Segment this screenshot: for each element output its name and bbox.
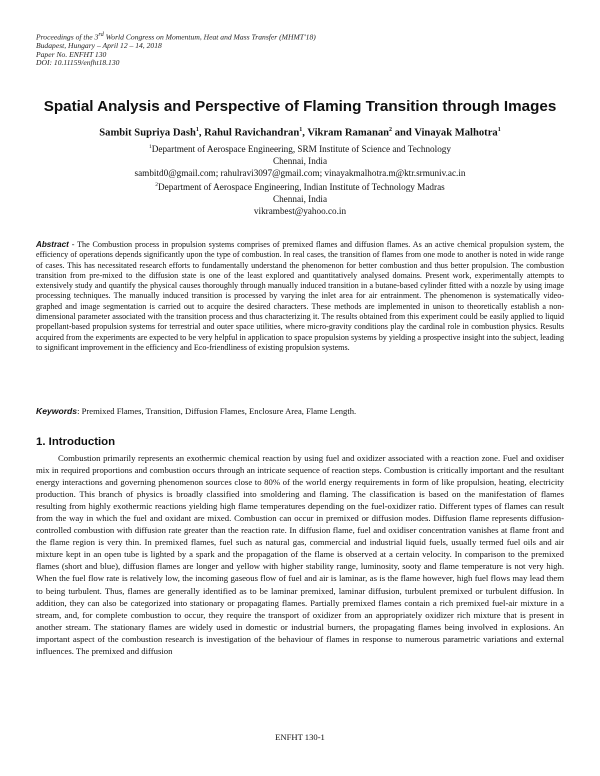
introduction-text: Combustion primarily represents an exothermic chemical reaction by using fuel and oxidizer associated with a reaction zone. Fuel and oxidiser mix in required proportions and combustion occurs through an intricate sequence of reaction steps. Combustion is critically important and the resultant energy interactions and governing phenomenon sources close to 80% of the world energy requirements in form of like propulsion, heating, electricity production. This branch of physics is broadly classified into smoldering and flaming. The classification is based on the manifestation of flames resulting from highly exothermic reactions yielding high flame temperatures depending on the fuel-oxidizer ratio. Different types of flames can result from the way in which the fuel and oxidant are mixed. Combustion can occur in premixed or diffusion modes. Diffusion flame represents diffusion-controlled combustion with diffusion rate greater than the reaction rate. In diffusion flame, fuel and oxidiser concentration vanishes at flame front and the flame region is very thin. In premixed flames, fuel such as natural gas, commercial and industrial liquid fuels, usually termed fuel oils and air mixture kept in an open tube is lighted by a spark and the propagation of the flame is observed at a certain velocity. In comparison to the premixed flames (short and blue), diffusion flames are longer and yellow with higher stability range, luminosity, sooty and flame temperature is not very high. When the fuel flow rate is relatively low, the incoming gaseous flow of fuel and air is laminar, as is the flame however, high fuel flows may lead them to being turbulent. Thus, flames are generally identified as to be laminar premixed, laminar diffusion, turbulent premixed or turbulent diffusion. In addition, they can also be categorized into stationary or propagating flames. Partially premixed flames contain a rich premixed fuel-air mixture in a stream, and, for complete combustion to occur, they require the transport of oxidizer from an appropriately oxidizer rich mixture that is present in another stream. The stationary flames are widely used in domestic or industrial burners, the propagating flames being involved in explosions. An important aspect of the combustion research is investigation of the behaviour of flames in response to numerous parametric variations and external influences. The premixed and diffusion xyxy=(36,453,564,656)
author-name: Sambit Supriya Dash xyxy=(99,127,196,139)
affiliation-1 xyxy=(0,142,600,156)
section-heading: 1. Introduction xyxy=(36,436,116,448)
affiliation-city: Chennai, India xyxy=(272,155,328,166)
affiliation-number: 2 xyxy=(155,181,159,188)
ordinal-superscript: rd xyxy=(98,31,104,38)
author-separator: , xyxy=(302,127,308,139)
abstract-label: Abstract xyxy=(36,240,69,249)
affiliation-dept: Department of Aerospace Engineering, SRM Institute of Science and Technology xyxy=(151,144,451,155)
author-list xyxy=(0,127,600,139)
author-name: Vikram Ramanan xyxy=(307,127,390,139)
affiliation-number: 1 xyxy=(149,144,152,150)
affiliation-dept: Department of Aerospace Engineering, Indian Institute of Technology Madras xyxy=(158,181,445,192)
keywords xyxy=(36,406,564,416)
affiliation-mark: 2 xyxy=(389,127,393,133)
abstract-text: - The Combustion process in propulsion systems comprises of premixed flames and diffusion flames. As an active chemical propulsion system, the efficiency of operations depends significantly upon the type of combustion. In real cases, the transition of flames from one mode to another is noted in wide range of cases. This has necessitated research efforts to fundamentally understand the phenomenon for better combustion and thus better propulsion. The combustion transition from pre-mixed to the diffusion state is one of the least explored and quantitatively analysed domains. Present work, experimentally attempts to extensively study and quantify the physical causes thoroughly through manually induced transition in a butane-based cylinder fitted with a nozzle by using image processing techniques. The manually induced transition is processed by varying the inlet area for air entrainment. The phenomenon is systematically video-graphed and image segmentation is carried out to acquire the desired characters. These methods are implemented in unison to theoretically establish a non-dimensional parameter associated with the transition process and thus characterizing it. The results obtained from this experiment could be easily applied to liquid propellant-based propulsion systems for terrestrial and outer space utilities, where micro-gravity conditions play the cardinal role in combustion physics. Results acquired from the experiments are expected to be very helpful in application to space propulsion systems by yielding a prospective insight into the subject, leading to significant improvement in the efficiency and Eco-friendliness of existing propulsion systems. xyxy=(36,240,564,352)
proceedings-text: Proceedings of the 3 xyxy=(36,32,99,42)
keywords-text: : Premixed Flames, Transition, Diffusion Flames, Enclosure Area, Flame Length. xyxy=(77,406,357,416)
author-separator: , xyxy=(198,127,205,139)
proceedings-header xyxy=(36,31,316,68)
affiliation-city: Chennai, India xyxy=(272,193,328,204)
proceedings-text: World Congress on Momentum, Heat and Mass Transfer (MHMT'18) xyxy=(103,32,316,42)
affiliation-mark: 1 xyxy=(497,127,501,133)
affiliation-mark: 1 xyxy=(299,127,303,133)
affiliation-2 xyxy=(0,180,600,194)
author-email: vikrambest@yahoo.co.in xyxy=(253,205,347,216)
affiliation-mark: 1 xyxy=(195,127,199,133)
paper-number: Paper No. ENFHT 130 xyxy=(36,49,107,59)
keywords-label: Keywords xyxy=(36,406,78,416)
doi: DOI: 10.11159/enfht18.130 xyxy=(36,58,120,68)
author-name: Rahul Ravichandran xyxy=(204,127,300,139)
author-emails: sambitd0@gmail.com; rahulravi3097@gmail.com; vinayakmalhotra.m@ktr.srmuniv.ac.in xyxy=(134,167,466,178)
author-name: Vinayak Malhotra xyxy=(414,127,498,139)
abstract xyxy=(36,240,564,353)
affiliations xyxy=(0,142,600,218)
author-separator: and xyxy=(392,127,415,139)
conference-location: Budapest, Hungary – April 12 – 14, 2018 xyxy=(36,41,162,51)
paper-title: Spatial Analysis and Perspective of Flaming Transition through Images xyxy=(43,98,557,115)
page-footer: ENFHT 130-1 xyxy=(275,732,325,742)
